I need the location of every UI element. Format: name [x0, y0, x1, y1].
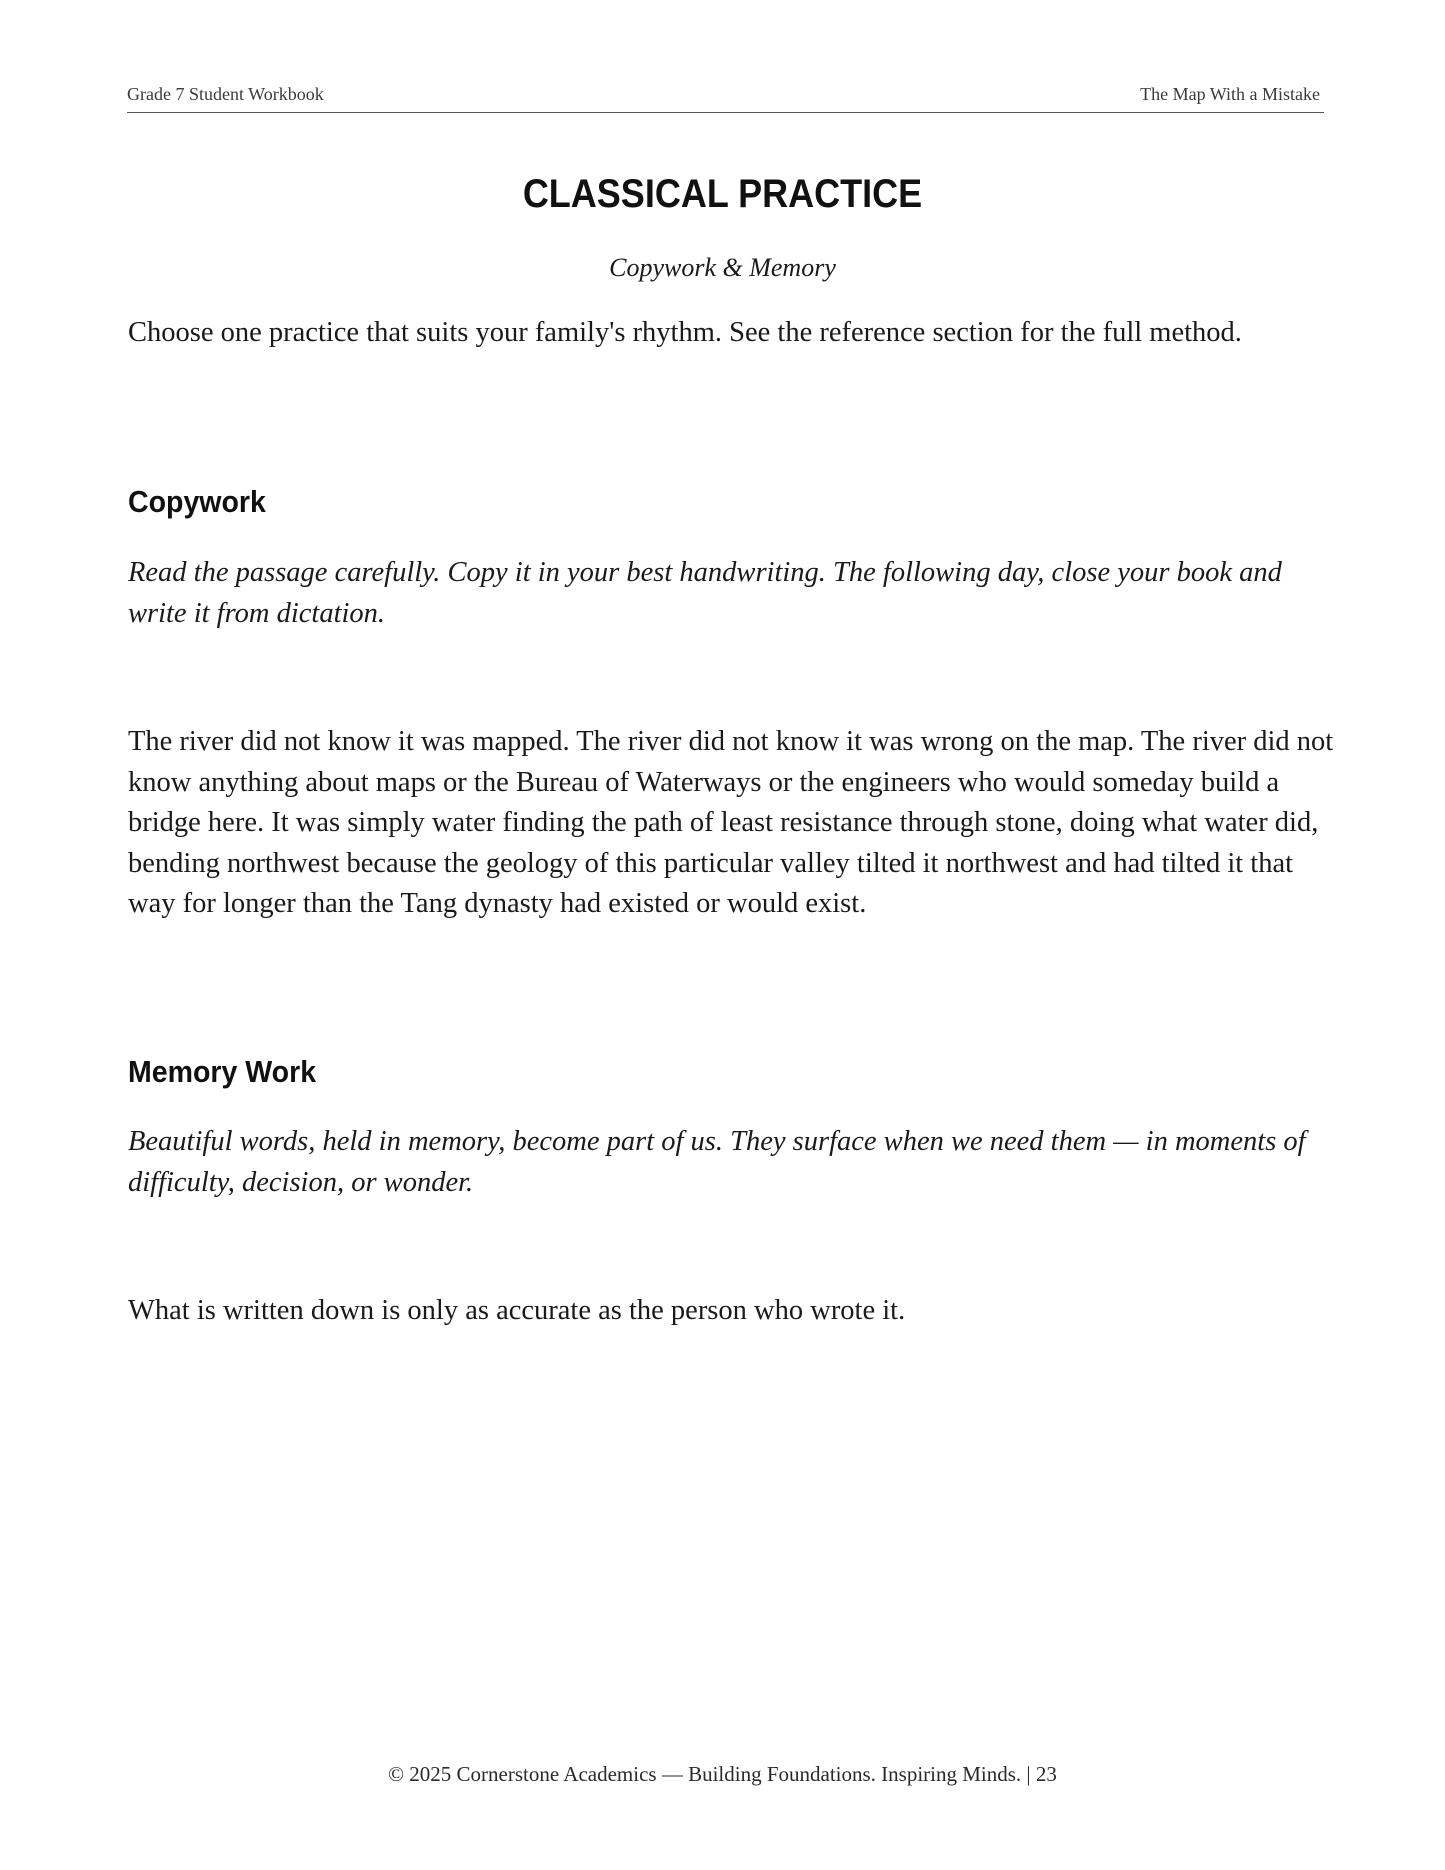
copywork-instructions: Read the passage carefully. Copy it in your best handwriting. The following day, close your book and write it from dictation. [128, 557, 1282, 629]
memory-work-heading: Memory Work [128, 1054, 317, 1089]
page-title: CLASSICAL PRACTICE [522, 172, 923, 216]
copywork-passage: The river did not know it was mapped. The river did not know it was wrong on the map. The river did not know anything about maps or the Bureau of Waterways or the engineers who would someday build a bridge here. It was simply water finding the path of least resistance through stone, doing what water did, bending northwest because the geology of this particular valley tilted it northwest and had tilted it that way for longer than the Tang dynasty had existed or would exist. [128, 726, 1334, 919]
copywork-heading: Copywork [128, 484, 266, 519]
page-subtitle: Copywork & Memory [609, 253, 836, 282]
running-header [127, 84, 1324, 113]
page-footer: © 2025 Cornerstone Academics — Building Foundations. Inspiring Minds. | 23 [388, 1762, 1057, 1786]
header-workbook-title: Grade 7 Student Workbook [127, 84, 324, 104]
header-chapter-title: The Map With a Mistake [1140, 84, 1320, 104]
memory-work-instructions: Beautiful words, held in memory, become part of us. They surface when we need them — in moments of difficulty, decision, or wonder. [128, 1126, 1306, 1198]
memory-work-passage: What is written down is only as accurate as the person who wrote it. [128, 1295, 906, 1326]
intro-paragraph: Choose one practice that suits your family's rhythm. See the reference section for the full method. [128, 317, 1242, 348]
